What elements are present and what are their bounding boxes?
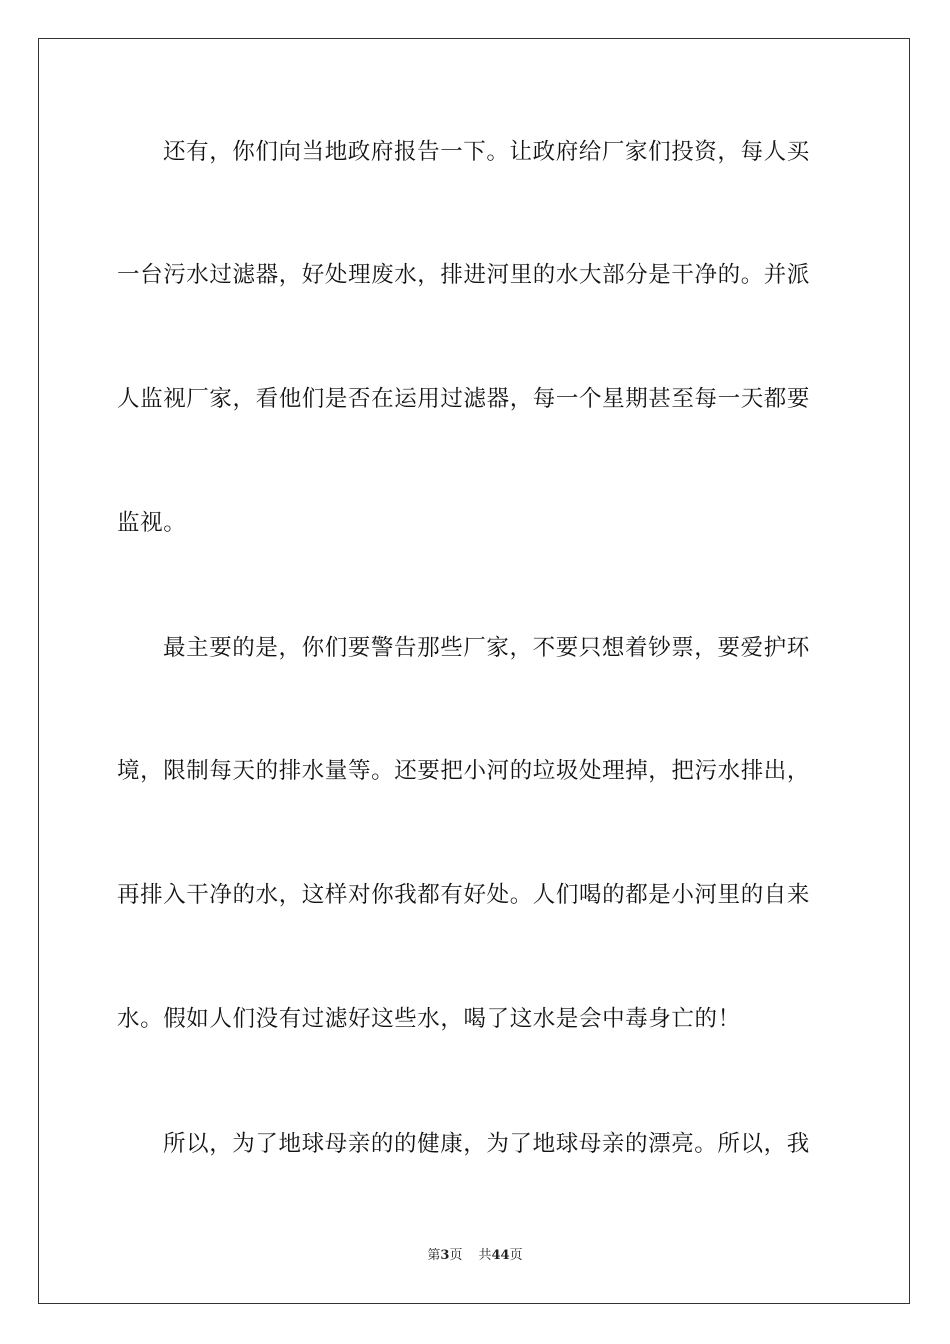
paragraph-1-line-3: 人监视厂家，看他们是否在运用过滤器，每一个星期甚至每一天都要 — [117, 386, 811, 412]
paragraph-3-line-1: 所以，为了地球母亲的的健康，为了地球母亲的漂亮。所以，我 — [163, 1131, 810, 1157]
total-suffix: 页 — [509, 1248, 523, 1263]
total-pages: 44 — [491, 1248, 510, 1263]
page-frame — [38, 38, 910, 1304]
paragraph-2-line-2: 境，限制每天的排水量等。还要把小河的垃圾处理掉，把污水排出， — [117, 758, 811, 784]
paragraph-2-line-3: 再排入干净的水，这样对你我都有好处。人们喝的都是小河里的自来 — [117, 882, 811, 908]
page-number: 3 — [440, 1248, 450, 1263]
paragraph-2-line-4: 水。假如人们没有过滤好这些水，喝了这水是会中毒身亡的！ — [117, 1006, 741, 1032]
page-prefix: 第 — [427, 1248, 441, 1263]
page-suffix: 页 — [449, 1248, 463, 1263]
paragraph-1-line-2: 一台污水过滤器，好处理废水，排进河里的水大部分是干净的。并派 — [117, 262, 811, 288]
paragraph-1-line-1: 还有，你们向当地政府报告一下。让政府给厂家们投资，每人买 — [163, 139, 810, 165]
paragraph-2-line-1: 最主要的是，你们要警告那些厂家，不要只想着钞票，要爱护环 — [163, 635, 810, 661]
paragraph-1-line-4: 监视。 — [117, 510, 187, 536]
page-footer — [0, 1247, 950, 1265]
total-prefix: 共 — [478, 1248, 492, 1263]
